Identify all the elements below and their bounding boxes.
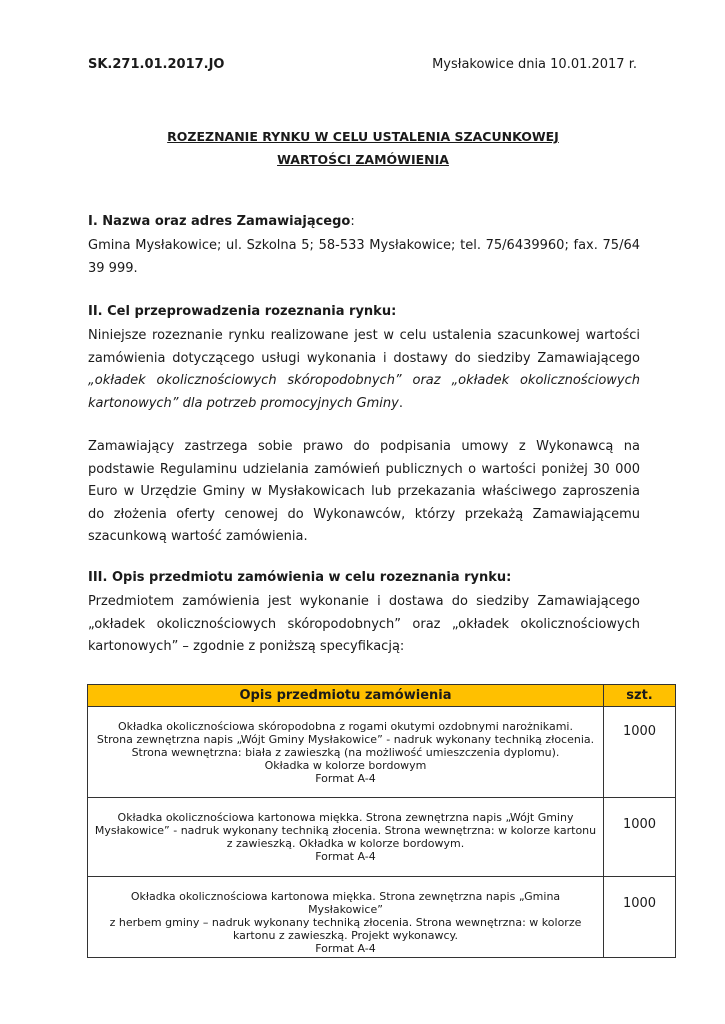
section1-heading-text: I. Nazwa oraz adres Zamawiającego [88,214,351,229]
column-header-quantity: szt. [604,685,676,707]
place-date: Mysłakowice dnia 10.01.2017 r. [432,57,637,72]
section1-heading [88,214,640,229]
item-quantity: 1000 [604,707,676,798]
description-line: kartonu z zawieszką. Projekt wykonawcy. [232,929,458,942]
section2-text-italic: „okładek okolicznościowych skóropodobnych” oraz „okładek okolicznościowych kartonowych” dla potrzeb promocyjnych Gminy [88,373,640,411]
section2-heading: II. Cel przeprowadzenia rozeznania rynku: [88,304,397,319]
description-line: Okładka w kolorze bordowym [264,759,427,772]
section1-heading-colon: : [350,214,355,229]
item-description [88,877,604,958]
description-line: z zawieszką. Okładka w kolorze bordowym. [226,837,465,850]
table-row [88,877,676,958]
document-title-line2: WARTOŚCI ZAMÓWIENIA [277,152,449,167]
item-description [88,707,604,798]
description-line: z herbem gminy – nadruk wykonany techniką złocenia. Strona wewnętrzna: w kolorze [109,916,582,929]
column-header-description: Opis przedmiotu zamówienia [88,685,604,707]
item-quantity: 1000 [604,798,676,877]
item-quantity: 1000 [604,877,676,958]
section1-text: Gmina Mysłakowice; ul. Szkolna 5; 58-533 Mysłakowice; tel. 75/6439960; fax. 75/64 39 999. [88,238,640,276]
description-line: Mysłakowice” - nadruk wykonany techniką złocenia. Strona wewnętrzna: w kolorze kartonu [94,824,597,837]
description-line: Format A-4 [315,772,376,785]
specification-table [87,684,676,958]
table-header-row [88,685,676,707]
section2-paragraph2: Zamawiający zastrzega sobie prawo do podpisania umowy z Wykonawcą na podstawie Regulaminu udzielania zamówień publicznych o wartości poniżej 30 000 Euro w Urzędzie Gminy w Mysłakowicach lub przekazania właściwego zaproszenia do złożenia oferty cenowej do Wykonawców, którzy przekażą Zamawiającemu szacunkową wartość zamówienia. [88,439,640,545]
description-line: Okładka okolicznościowa kartonowa miękka. Strona zewnętrzna napis „Gmina Mysłakowice” [130,890,561,916]
description-line: Format A-4 [315,850,376,863]
section3-text: Przedmiotem zamówienia jest wykonanie i dostawa do siedziby Zamawiającego „okładek okolicznościowych skóropodobnych” oraz „okładek okolicznościowych kartonowych” – zgodnie z poniższą specyfikacją: [88,594,640,655]
reference-number: SK.271.01.2017.JO [88,57,225,72]
description-line: Strona zewnętrzna napis „Wójt Gminy Mysłakowice” - nadruk wykonany techniką złocenia. [96,733,595,746]
description-line: Okładka okolicznościowa kartonowa miękka. Strona zewnętrzna napis „Wójt Gminy [117,811,574,824]
description-line: Strona wewnętrzna: biała z zawieszką (na możliwość umieszczenia dyplomu). [131,746,560,759]
section2-text-plain: Niniejsze rozeznanie rynku realizowane jest w celu ustalenia szacunkowej wartości zamówienia dotyczącego usługi wykonania i dostawy do siedziby Zamawiającego [88,328,640,366]
item-description [88,798,604,877]
section3-heading: III. Opis przedmiotu zamówienia w celu rozeznania rynku: [88,570,512,585]
table-row [88,707,676,798]
section2-text-end: . [398,395,403,411]
description-line: Okładka okolicznościowa skóropodobna z rogami okutymi ozdobnymi narożnikami. [118,720,573,733]
description-line: Format A-4 [315,942,376,955]
section2-paragraph1 [88,325,640,415]
table-row [88,798,676,877]
document-title-line1: ROZEZNANIE RYNKU W CELU USTALENIA SZACUNKOWEJ [167,129,559,144]
